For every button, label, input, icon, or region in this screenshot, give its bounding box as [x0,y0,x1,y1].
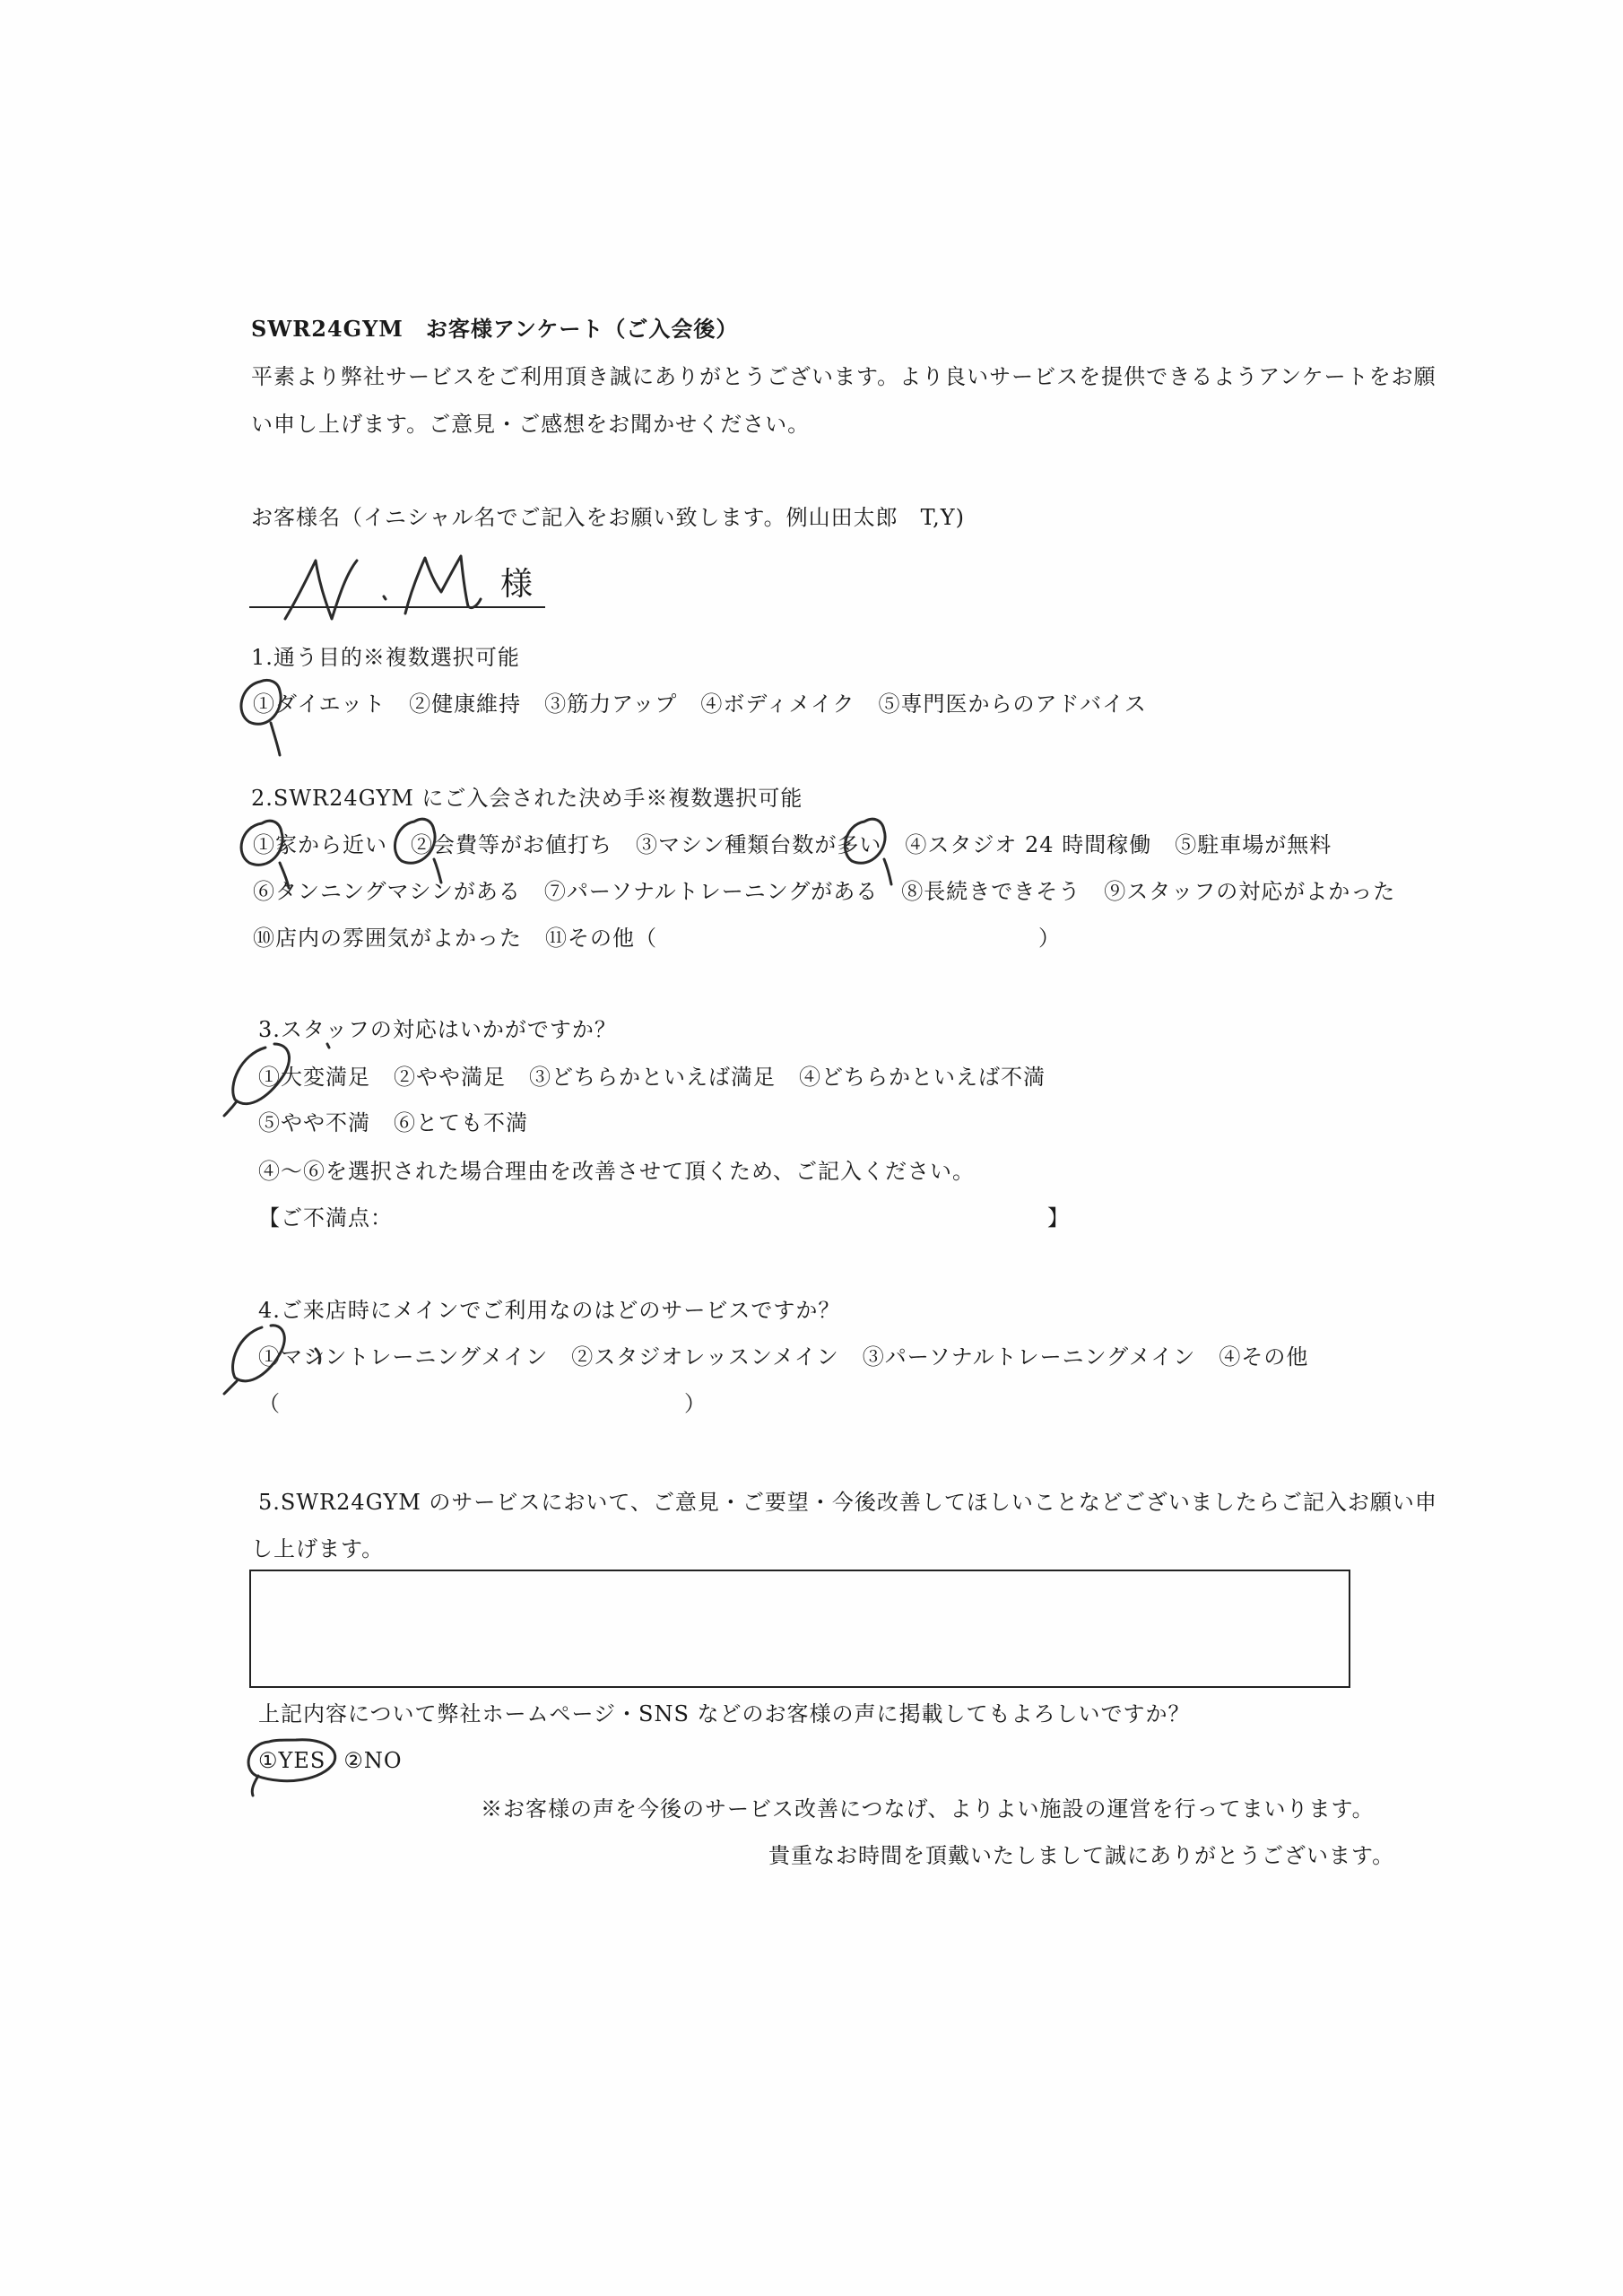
q4-option-2[interactable]: ②スタジオレッスンメイン [571,1344,839,1370]
q3-complaint-open: 【ご不満点： [258,1205,393,1231]
q2-row-2 [253,878,1395,905]
q2-option-2[interactable]: ②会費等がお値打ち [411,832,612,857]
q3-option-5[interactable]: ⑤やや不満 [258,1110,370,1135]
q2-row-3 [253,925,1061,952]
q1-option-3[interactable]: ③筋力アップ [544,691,678,717]
survey-title: SWR24GYM お客様アンケート（ご入会後） [251,316,739,342]
q3-option-3[interactable]: ③どちらかといえば満足 [529,1065,776,1090]
q3-stray-tick-mark [327,1044,329,1048]
q2-option-8[interactable]: ⑧長続きできそう [901,879,1081,904]
q4-option-4[interactable]: ④その他 [1219,1344,1309,1370]
q3-note: ④～⑥を選択された場合理由を改善させて頂くため、ご記入ください。 [258,1159,976,1184]
q2-option-10[interactable]: ⑩店内の雰囲気がよかった [253,926,522,951]
q3-question: 3.スタッフの対応はいかがですか？ [258,1017,617,1042]
q3-complaint-field[interactable] [387,1205,1069,1231]
q2-option-1[interactable]: ①家から近い [253,832,387,857]
q1-option-1[interactable]: ①ダイエット [253,691,386,717]
publish-options [258,1747,403,1774]
q2-option-11[interactable]: ⑪その他（ ） [545,926,1061,951]
q1-option-2[interactable]: ②健康維持 [409,691,522,717]
footer-thanks: 貴重なお時間を頂戴いたしまして誠にありがとうございます。 [768,1843,1395,1868]
q3-complaint-close: 】 [1047,1205,1070,1231]
q3-row-2 [258,1109,528,1136]
publish-yes-option[interactable]: ①YES [258,1748,326,1773]
q4-option-3[interactable]: ③パーソナルトレーニングメイン [862,1344,1196,1370]
intro-line-1: 平素より弊社サービスをご利用頂き誠にありがとうございます。より良いサービスを提供できるようアンケートをお願 [251,364,1436,389]
q2-row-1 [253,831,1332,858]
q2-option-9[interactable]: ⑨スタッフの対応がよかった [1104,879,1396,904]
q1-option-4[interactable]: ④ボディメイク [700,691,855,717]
customer-name-rule [249,606,545,608]
q3-option-1[interactable]: ①大変満足 [258,1065,370,1090]
q5-question-line-1: 5.SWR24GYM のサービスにおいて、ご意見・ご要望・今後改善してほしいことなどございましたらご記入お願い申 [258,1490,1437,1515]
q3-option-2[interactable]: ②やや満足 [394,1065,506,1090]
q3-option-4[interactable]: ④どちらかといえば不満 [799,1065,1046,1090]
q1-options [253,691,1147,718]
footer-note: ※お客様の声を今後のサービス改善につなげ、よりよい施設の運営を行ってまいります。 [481,1796,1375,1822]
q3-option-6[interactable]: ⑥とても不満 [394,1110,528,1135]
customer-name-label: お客様名（イニシャル名でご記入をお願い致します。例山田太郎 T,Y) [251,505,965,530]
q1-question: 1.通う目的※複数選択可能 [251,645,520,670]
q2-option-6[interactable]: ⑥タンニングマシンがある [253,879,521,904]
publish-question: 上記内容について弊社ホームページ・SNS などのお客様の声に掲載してもよろしいですか？ [258,1701,1191,1726]
publish-no-option[interactable]: ②NO [343,1748,403,1773]
q5-question-line-2: し上げます。 [251,1536,385,1561]
q2-option-5[interactable]: ⑤駐車場が無料 [1175,832,1332,857]
q4-other-paren[interactable]: （ ） [258,1391,707,1416]
q3-row-1 [258,1064,1046,1091]
q4-question: 4.ご来店時にメインでご利用なのはどのサービスですか？ [258,1298,841,1323]
q4-option-1[interactable]: ①マシントレーニングメイン [258,1344,549,1370]
handwritten-initials-signature [285,556,481,619]
q5-response-box[interactable] [249,1570,1350,1688]
customer-name-suffix: 様 [500,566,534,603]
intro-line-2: い申し上げます。ご意見・ご感想をお聞かせください。 [251,412,811,437]
q1-option-5[interactable]: ⑤専門医からのアドバイス [878,691,1147,717]
q2-option-3[interactable]: ③マシン種類台数が多い [636,832,882,857]
q2-option-4[interactable]: ④スタジオ 24 時間稼働 [905,832,1152,857]
q2-question: 2.SWR24GYM にご入会された決め手※複数選択可能 [251,786,803,811]
q2-option-7[interactable]: ⑦パーソナルトレーニングがある [543,879,879,904]
q4-options [258,1344,1308,1370]
